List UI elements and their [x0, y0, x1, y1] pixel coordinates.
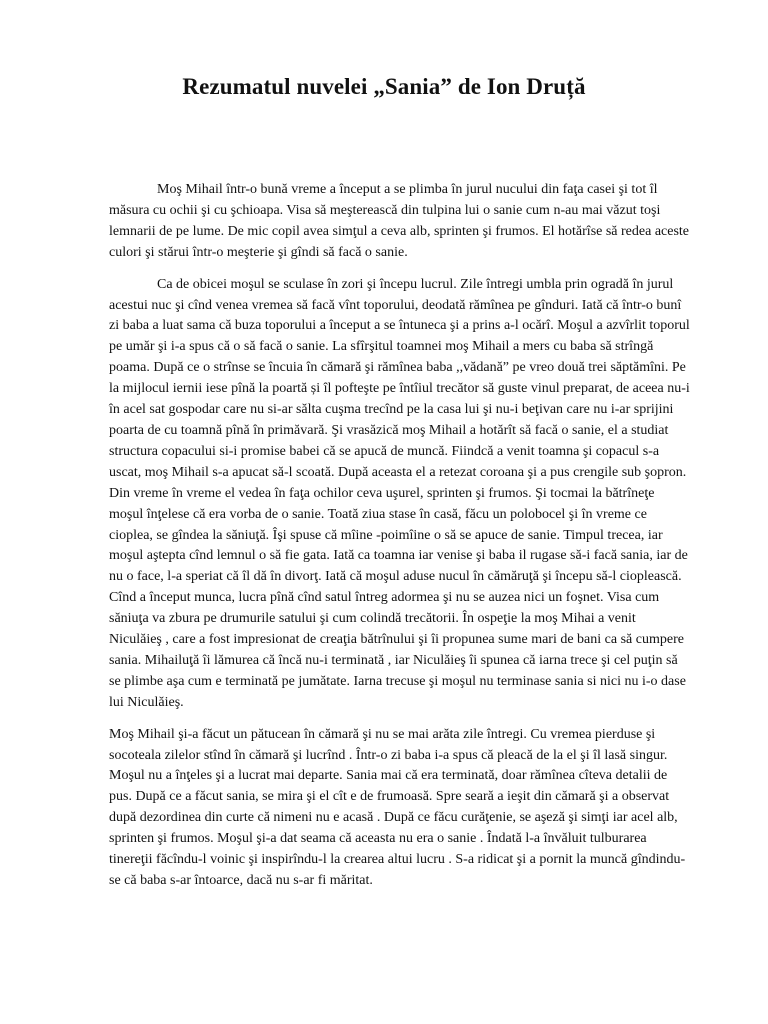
paragraph-2: Ca de obicei moşul se sculase în zori şi începu lucrul. Zile întregi umbla prin ogradă în jurul acestui nuc şi cînd venea vremea să facă vînt toporului, deodată rămînea pe gînduri. Iată că într-o bunî zi baba a luat sama că buza toporului a început a se întuneca şi a prins a-l ocărî. Moşul a azvîrlit toporul pe umăr şi i-a spus că o să facă o sanie. La sfîrşitul toamnei moş Mihail a mers cu baba să strîngă poama. După ce o strînse se încuia în cămară şi rămînea baba ,,vădană” pe vreo două trei săptămîni. Pe la mijlocul iernii iese pînă la poartă și îl pofteşte pe întîiul trecător să guste vinul preparat, de aceea nu-i în acel sat gospodar care nu si-ar sălta cuşma trecînd pe la casa lui şi nu-i beţivan care nu i-ar sprijini poarta de cu toamnă pînă în primăvară. Şi vrasăzică moş Mihail a hotărît să facă o sanie, el a studiat structura copacului si-i promise babei că se apucă de muncă. Fiindcă a venit toamna şi copacul s-a uscat, moş Mihail s-a apucat să-l scoată. După aceasta el a retezat coroana şi a pus crengile sub şopron. Din vreme în vreme el vedea în faţa ochilor ceva uşurel, sprinten şi frumos. Şi tocmai la bătrîneţe moşul înţelese că era vorba de o sanie. Toată ziua stase în casă, făcu un polobocel şi în vreme ce cioplea, se gîndea la săniuţă. Îşi spuse că mîine -poimîine o să se apuce de sanie. Timpul trecea, iar moşul aştepta cînd lemnul o să fie gata. Iată ca toamna iar venise şi baba il rugase să-i facă sania, iar de nu o face, l-a speriat că îl dă în divorţ. Iată că moşul aduse nucul în cămăruţă şi începu să-l cioplească. Cînd a început munca, lucra pînă cînd satul întreg adormea şi nu se auzea nici un foşnet. Visa cum săniuţa va zbura pe drumurile satului şi cum colindă trecătorii. În ospeţie la moş Mihai a venit Niculăieş , care a fost impresionat de creaţia bătrînului şi îi propunea sume mari de bani ca să cumpere sania. Mihailuţă îi lămurea că încă nu-i terminată , iar Niculăieş îi spunea că iarna trece şi cel puţin să se plimbe aşa cum e terminată pe jumătate. Iarna trecuse şi moşul nu terminase sania si nici nu i-o dase lui Niculăieş. [109, 276, 690, 710]
paragraph-1: Moş Mihail într-o bună vreme a început a se plimba în jurul nucului din faţa casei şi tot îl măsura cu ochii şi cu şchioapa. Visa să meşterească din tulpina lui o sanie cum n-au mai văzut toşi lemnarii de pe lume. De mic copil avea simţul a ceva alb, sprinten şi frumos. El hotărîse să redea aceste culori şi stărui într-o meşterie şi gîndi să facă o sanie. [109, 182, 690, 260]
document-body [109, 180, 691, 903]
paragraph-3: Moş Mihail şi-a făcut un pătucean în cămară şi nu se mai arăta zile întregi. Cu vremea pierduse şi socoteala zilelor stînd în cămară şi lucrînd . Într-o zi baba i-a spus că pleacă de la el şi îl lasă singur. Moşul nu a înţeles şi a lucrat mai departe. Sania mai că era terminată, doar rămînea cîteva detalii de pus. După ce a făcut sania, se mira şi el cît e de frumoasă. Spre seară a ieşit din cămară şi a observat după dezordinea din curte că nimeni nu e acasă . După ce făcu curăţenie, se aşeză şi simţi iar acel alb, sprinten şi frumos. Moşul şi-a dat seama că aceasta nu era o sanie . Îndată l-a învăluit tulburarea tinereţii făcîndu-l voinic şi inspirîndu-l la crearea altui lucru . S-a ridicat şi a pornit la muncă gîndindu-se că baba s-ar întoarce, dacă nu s-ar fi măritat. [109, 726, 686, 888]
document-title: Rezumatul nuvelei „Sania” de Ion Druță [182, 74, 586, 99]
